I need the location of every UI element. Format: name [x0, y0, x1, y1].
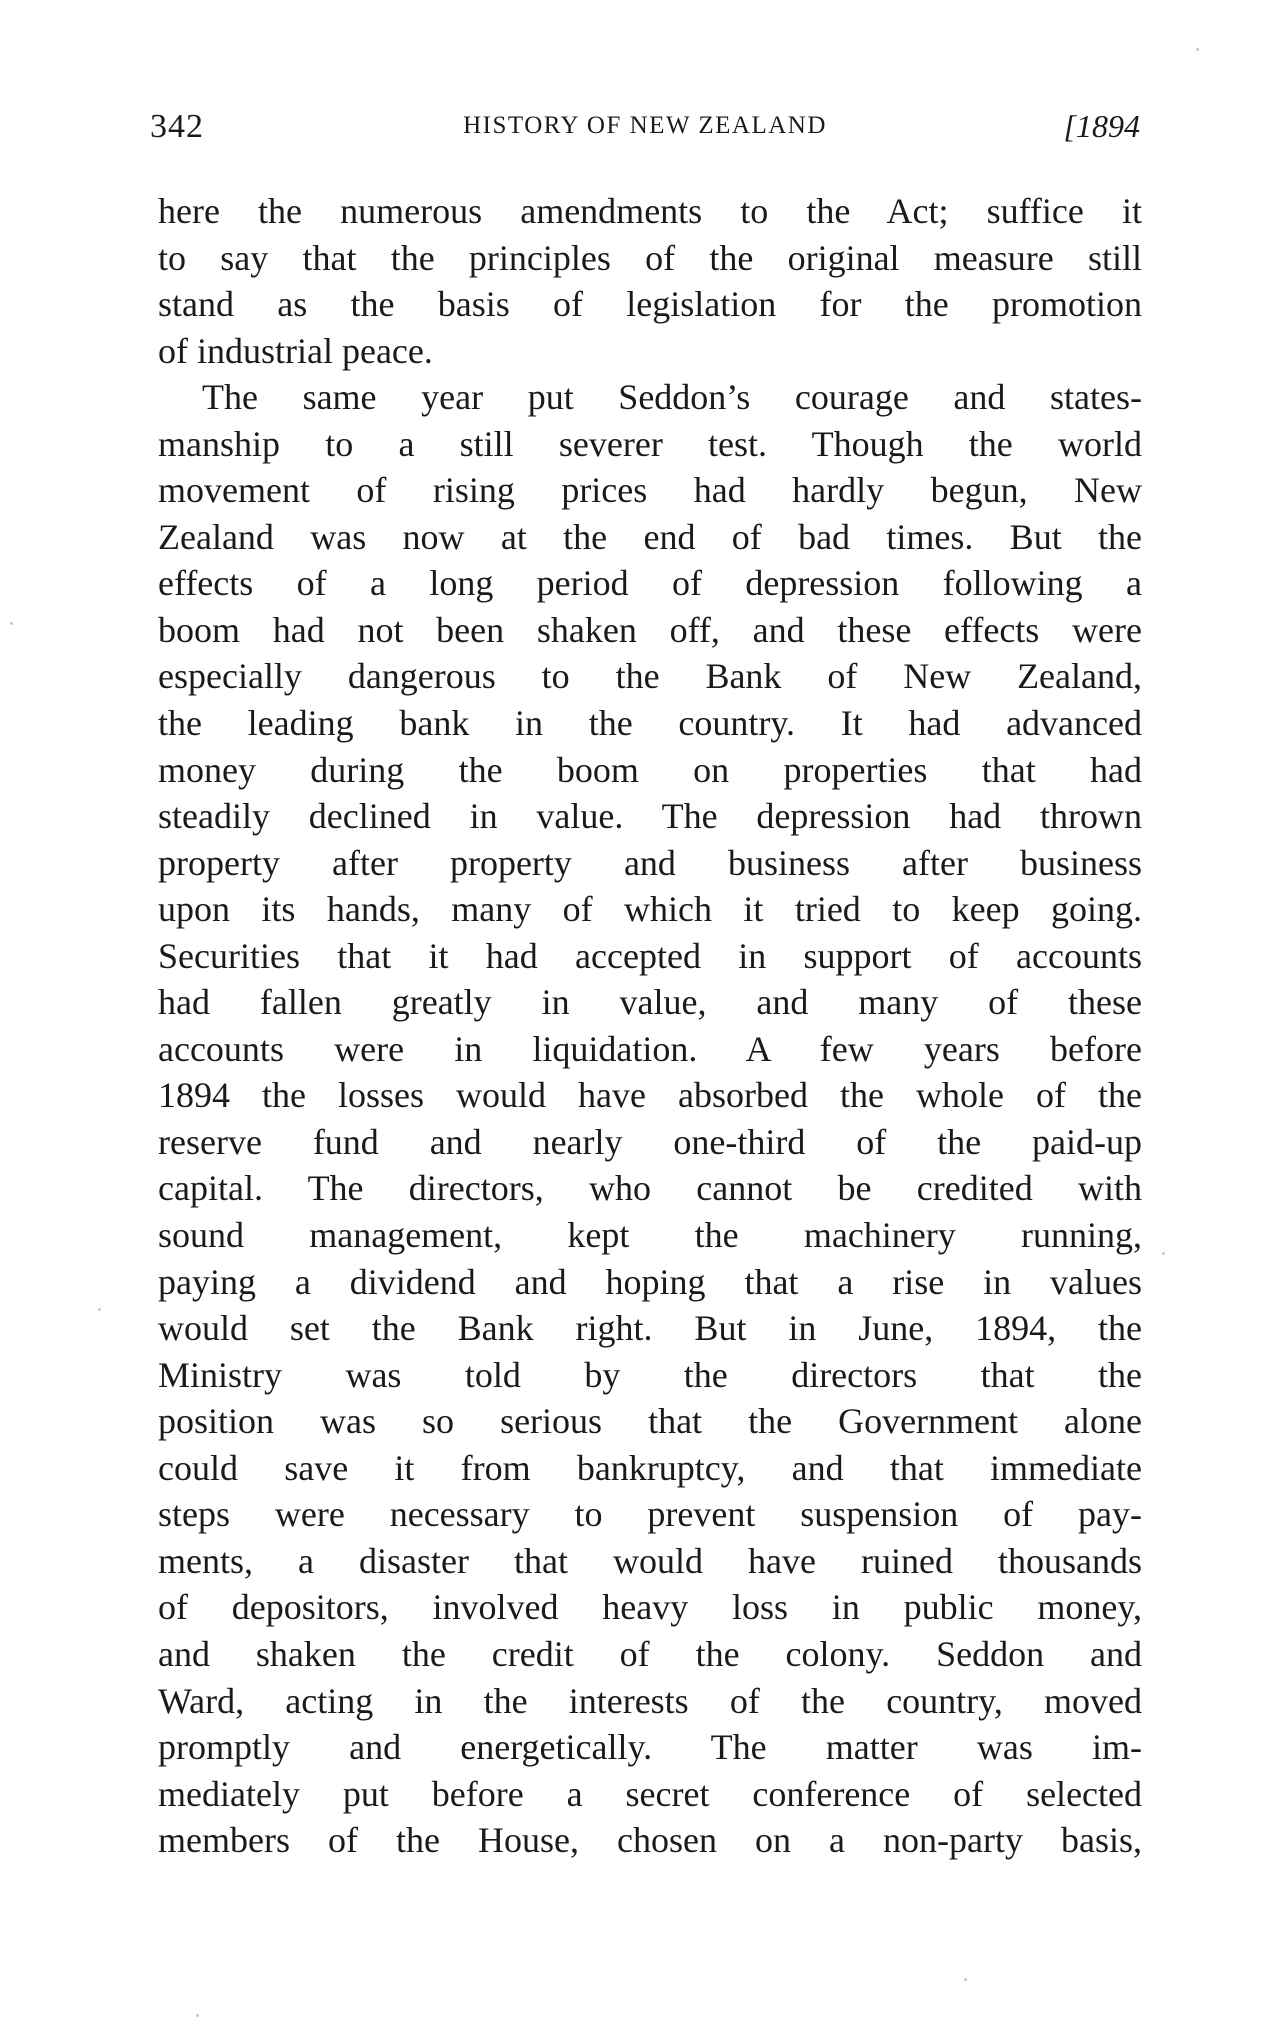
paper-speck — [10, 622, 13, 625]
paper-speck — [1162, 1252, 1165, 1255]
paragraph-start-line: The same year put Seddon’s courage and states- — [202, 377, 1142, 418]
text-line: steadily declined in value. The depression had thrown — [158, 796, 1142, 837]
paper-speck — [196, 2014, 199, 2017]
text-line: especially dangerous to the Bank of New Zealand, — [158, 656, 1142, 697]
paragraph-end-line: of industrial peace. — [158, 330, 433, 371]
running-title: HISTORY OF NEW ZEALAND — [463, 112, 827, 139]
text-line: paying a dividend and hoping that a rise in values — [158, 1261, 1142, 1302]
text-line: manship to a still severer test. Though the world — [158, 423, 1142, 464]
text-line: mediately put before a secret conference of selected — [158, 1773, 1142, 1814]
paper-speck — [98, 1308, 101, 1311]
text-line: accounts were in liquidation. A few years before — [158, 1028, 1142, 1069]
text-line: Ward, acting in the interests of the country, moved — [158, 1680, 1142, 1721]
text-line: to say that the principles of the original measure still — [158, 237, 1142, 278]
text-line: here the numerous amendments to the Act; suffice it — [158, 191, 1142, 231]
text-line: and shaken the credit of the colony. Seddon and — [158, 1633, 1142, 1674]
text-line: of depositors, involved heavy loss in public money, — [158, 1587, 1142, 1628]
paper-speck — [1196, 48, 1199, 51]
text-line: capital. The directors, who cannot be credited with — [158, 1168, 1142, 1209]
text-line: position was so serious that the Government alone — [158, 1401, 1142, 1442]
text-line: movement of rising prices had hardly begun, New — [158, 470, 1142, 511]
paper-speck — [964, 1978, 967, 1981]
text-line: could save it from bankruptcy, and that immediate — [158, 1447, 1142, 1488]
running-head — [150, 108, 1140, 152]
text-line: boom had not been shaken off, and these effects were — [158, 609, 1142, 650]
text-line: ments, a disaster that would have ruined thousands — [158, 1540, 1142, 1581]
page-number: 342 — [150, 108, 204, 145]
text-line: Zealand was now at the end of bad times. But the — [158, 516, 1142, 557]
text-line: 1894 the losses would have absorbed the whole of the — [158, 1075, 1142, 1116]
text-line: members of the House, chosen on a non-party basis, — [158, 1820, 1142, 1861]
text-line: upon its hands, many of which it tried to keep going. — [158, 889, 1142, 930]
text-line: would set the Bank right. But in June, 1894, the — [158, 1308, 1142, 1349]
text-line: had fallen greatly in value, and many of these — [158, 982, 1142, 1023]
body-text — [158, 188, 1142, 1864]
text-line: Securities that it had accepted in support of accounts — [158, 935, 1142, 976]
text-line: property after property and business after business — [158, 842, 1142, 883]
running-year: [1894 — [1063, 108, 1140, 144]
text-line: money during the boom on properties that had — [158, 749, 1142, 790]
text-line: the leading bank in the country. It had advanced — [158, 703, 1142, 744]
text-line: stand as the basis of legislation for the promotion — [158, 284, 1142, 325]
text-line: effects of a long period of depression following a — [158, 563, 1142, 604]
text-line: reserve fund and nearly one-third of the paid-up — [158, 1121, 1142, 1162]
text-line: steps were necessary to prevent suspension of pay- — [158, 1494, 1142, 1535]
text-line: Ministry was told by the directors that the — [158, 1354, 1142, 1395]
text-line: promptly and energetically. The matter was im- — [158, 1727, 1142, 1768]
text-line: sound management, kept the machinery running, — [158, 1215, 1142, 1256]
